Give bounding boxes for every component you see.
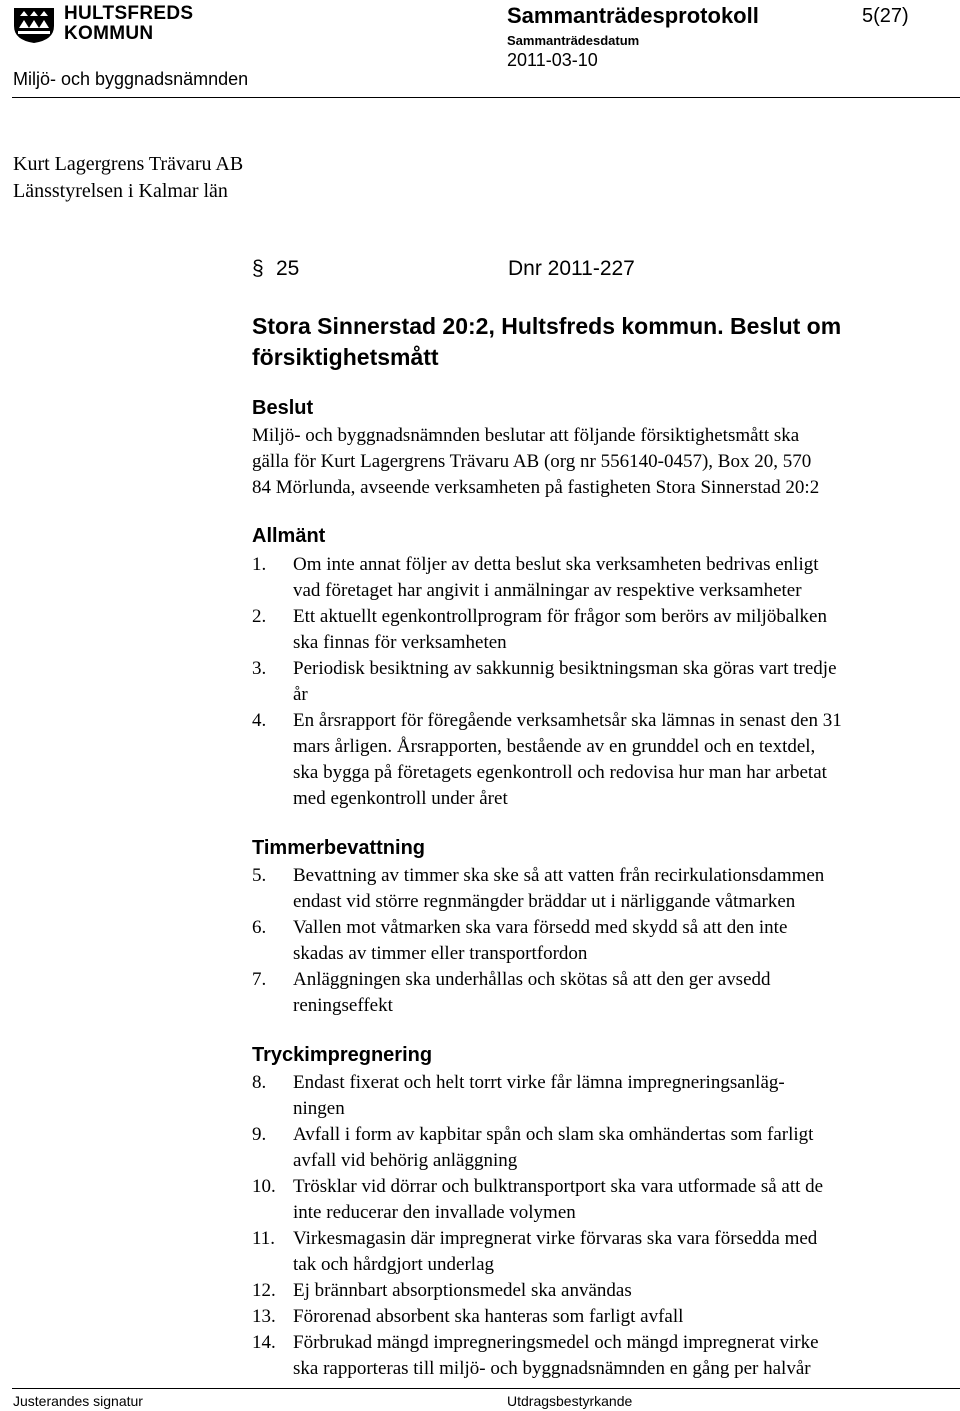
item-text-line: år: [293, 684, 308, 705]
item-text-line: ska bygga på företagets egenkontroll och redovisa hur man har arbetat: [293, 762, 827, 783]
item-text-line: Virkesmagasin där impregnerat virke förvaras ska vara försedda med: [293, 1228, 818, 1249]
recipient-2: Länsstyrelsen i Kalmar län: [13, 180, 228, 202]
item-text-line: Periodisk besiktning av sakkunnig besiktningsman ska göras vart tredje: [293, 658, 837, 679]
meeting-date-label: Sammanträdesdatum: [507, 33, 640, 48]
item-text-line: Ej brännbart absorptionsmedel ska användas: [293, 1280, 632, 1301]
item-number: 7.: [252, 969, 267, 990]
item-text-line: reningseffekt: [293, 995, 393, 1016]
coat-of-arms-icon: [12, 6, 56, 44]
item-number: 11.: [252, 1228, 276, 1249]
registration-number: Dnr 2011-227: [508, 257, 635, 280]
case-title-line-2: försiktighetsmått: [252, 344, 439, 370]
paragraph-header: [252, 257, 635, 281]
section-heading-timber-irrigation: Timmerbevattning: [252, 837, 425, 859]
item-text-line: endast vid större regnmängder bräddar ut i närliggande våtmarken: [293, 891, 796, 912]
item-text-line: med egenkontroll under året: [293, 788, 508, 809]
item-number: 9.: [252, 1124, 267, 1145]
footer-signature-label: Justerandes signatur: [13, 1393, 143, 1409]
footer-certification-label: Utdragsbestyrkande: [507, 1393, 633, 1409]
item-text-line: avfall vid behörig anläggning: [293, 1150, 518, 1171]
municipality-logo: [12, 4, 202, 48]
item-text-line: Ett aktuellt egenkontrollprogram för frågor som berörs av miljöbalken: [293, 606, 827, 627]
item-number: 10.: [252, 1176, 276, 1197]
decision-text-line: 84 Mörlunda, avseende verksamheten på fastigheten Stora Sinnerstad 20:2: [252, 477, 820, 498]
item-text-line: ska finnas för verksamheten: [293, 632, 507, 653]
document-title: Sammanträdesprotokoll: [507, 3, 759, 28]
item-text-line: Vallen mot våtmarken ska vara försedd med skydd så att den inte: [293, 917, 788, 938]
item-number: 8.: [252, 1072, 267, 1093]
item-text-line: Om inte annat följer av detta beslut ska verksamheten bedrivas enligt: [293, 554, 819, 575]
section-heading-general: Allmänt: [252, 525, 326, 547]
committee-name: Miljö- och byggnadsnämnden: [13, 69, 249, 89]
section-sign: §: [252, 257, 264, 280]
logo-wordmark: HULTSFREDS KOMMUN: [64, 3, 194, 44]
meeting-date: 2011-03-10: [507, 50, 598, 70]
item-number: 3.: [252, 658, 267, 679]
item-text-line: tak och hårdgjort underlag: [293, 1254, 495, 1275]
item-text-line: skadas av timmer eller transportfordon: [293, 943, 588, 964]
item-number: 12.: [252, 1280, 276, 1301]
case-title-line-1: Stora Sinnerstad 20:2, Hultsfreds kommun. Beslut om: [252, 313, 842, 339]
item-number: 6.: [252, 917, 267, 938]
item-text-line: Trösklar vid dörrar och bulktransportport ska vara utformade så att de: [293, 1176, 824, 1197]
item-text-line: Endast fixerat och helt torrt virke får lämna impregneringsanläg-: [293, 1072, 785, 1093]
item-text-line: Anläggningen ska underhållas och skötas så att den ger avsedd: [293, 969, 771, 990]
item-number: 1.: [252, 554, 267, 575]
item-text-line: Förorenad absorbent ska hanteras som farligt avfall: [293, 1306, 684, 1327]
item-text-line: En årsrapport för föregående verksamhetsår ska lämnas in senast den 31: [293, 710, 842, 731]
item-text-line: mars årligen. Årsrapporten, bestående av en grunddel och en textdel,: [293, 736, 816, 757]
decision-text-line: Miljö- och byggnadsnämnden beslutar att följande försiktighetsmått ska: [252, 425, 800, 446]
header-divider: [12, 97, 960, 98]
item-number: 5.: [252, 865, 267, 886]
item-text-line: Avfall i form av kapbitar spån och slam ska omhändertas som farligt: [293, 1124, 814, 1145]
item-text-line: inte reducerar den invallade volymen: [293, 1202, 576, 1223]
recipient-1: Kurt Lagergrens Trävaru AB: [13, 153, 244, 175]
page-number: 5(27): [862, 5, 909, 27]
item-number: 13.: [252, 1306, 276, 1327]
item-text-line: vad företaget har angivit i anmälningar av respektive verksamheter: [293, 580, 802, 601]
item-number: 2.: [252, 606, 267, 627]
paragraph-number: 25: [276, 257, 300, 280]
item-number: 4.: [252, 710, 267, 731]
section-heading-pressure-impregnation: Tryckimpregnering: [252, 1044, 433, 1066]
item-text-line: ska rapporteras till miljö- och byggnadsnämnden en gång per halvår: [293, 1358, 811, 1379]
item-number: 14.: [252, 1332, 276, 1353]
item-text-line: Bevattning av timmer ska ske så att vatten från recirkulationsdammen: [293, 865, 825, 886]
decision-text-line: gälla för Kurt Lagergrens Trävaru AB (org nr 556140-0457), Box 20, 570: [252, 451, 812, 472]
decision-heading: Beslut: [252, 397, 314, 419]
item-text-line: Förbrukad mängd impregneringsmedel och mängd impregnerat virke: [293, 1332, 819, 1353]
footer-divider: [12, 1388, 960, 1389]
item-text-line: ningen: [293, 1098, 345, 1119]
